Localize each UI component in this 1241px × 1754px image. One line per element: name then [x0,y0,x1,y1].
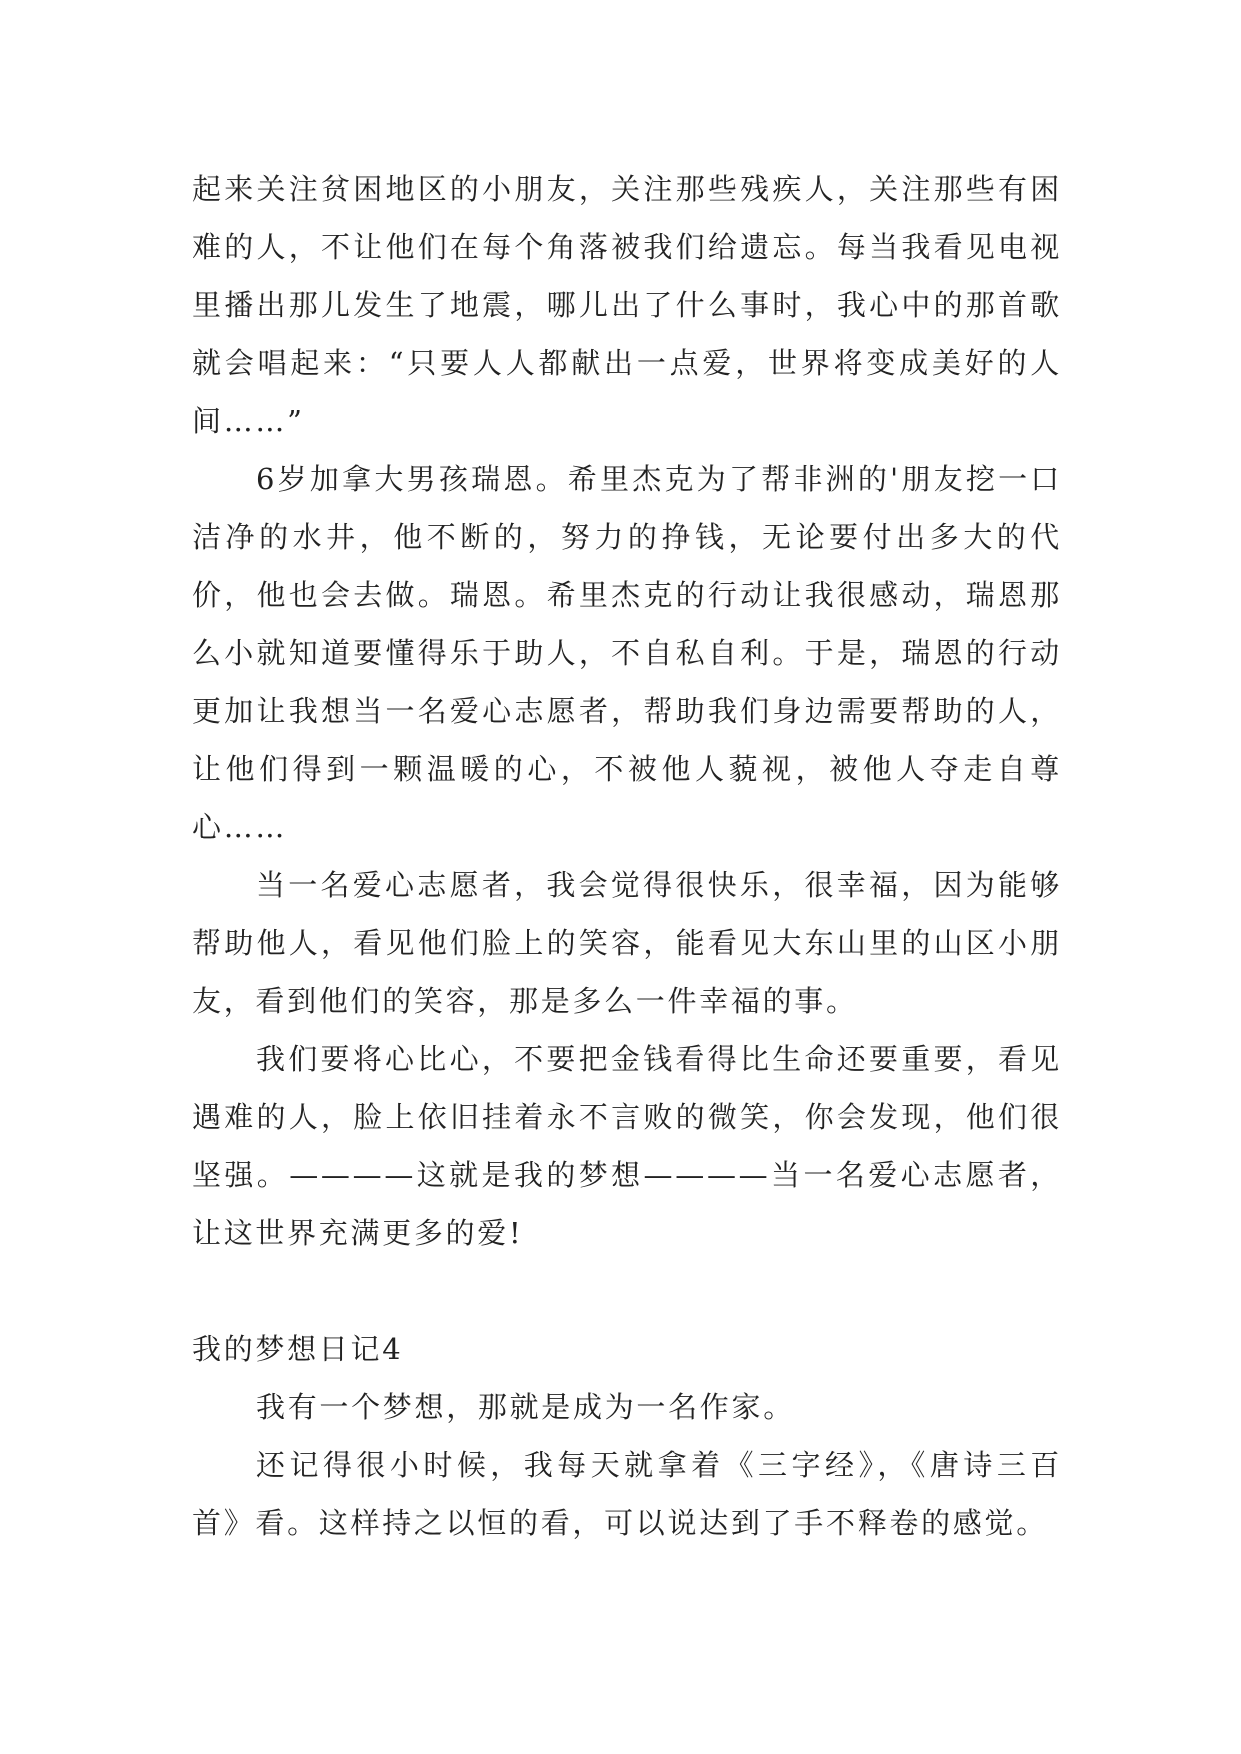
paragraph-dream-statement: 我们要将心比心，不要把金钱看得比生命还要重要，看见遇难的人，脸上依旧挂着永不言败的微笑，你会发现，他们很坚强。————这就是我的梦想————当一名爱心志愿者，让这世界充满更多的爱! [192,1042,1062,1250]
paragraph-ryan: 6岁加拿大男孩瑞恩。希里杰克为了帮非洲的'朋友挖一口洁净的水井，他不断的，努力的挣钱，无论要付出多大的代价，他也会去做。瑞恩。希里杰克的行动让我很感动，瑞恩那么小就知道要懂得乐于助人，不自私自利。于是，瑞恩的行动更加让我想当一名爱心志愿者，帮助我们身边需要帮助的人，让他们得到一颗温暖的心，不被他人藐视，被他人夺走自尊心…… [192,462,1062,844]
paragraph-writer-dream: 我有一个梦想，那就是成为一名作家。 [256,1390,795,1424]
section-title: 我的梦想日记4 [192,1332,404,1366]
document-body [192,160,1062,1552]
paragraph-volunteer-joy: 当一名爱心志愿者，我会觉得很快乐，很幸福，因为能够帮助他人，看见他们脸上的笑容，能看见大东山里的山区小朋友，看到他们的笑容，那是多么一件幸福的事。 [192,868,1062,1018]
paragraph-continuation: 起来关注贫困地区的小朋友，关注那些残疾人，关注那些有困难的人，不让他们在每个角落被我们给遗忘。每当我看见电视里播出那儿发生了地震，哪儿出了什么事时，我心中的那首歌就会唱起来：“只要人人都献出一点爱，世界将变成美好的人间……” [192,172,1062,438]
paragraph-childhood-reading: 还记得很小时候，我每天就拿着《三字经》，《唐诗三百首》看。这样持之以恒的看，可以说达到了手不释卷的感觉。 [192,1448,1062,1540]
